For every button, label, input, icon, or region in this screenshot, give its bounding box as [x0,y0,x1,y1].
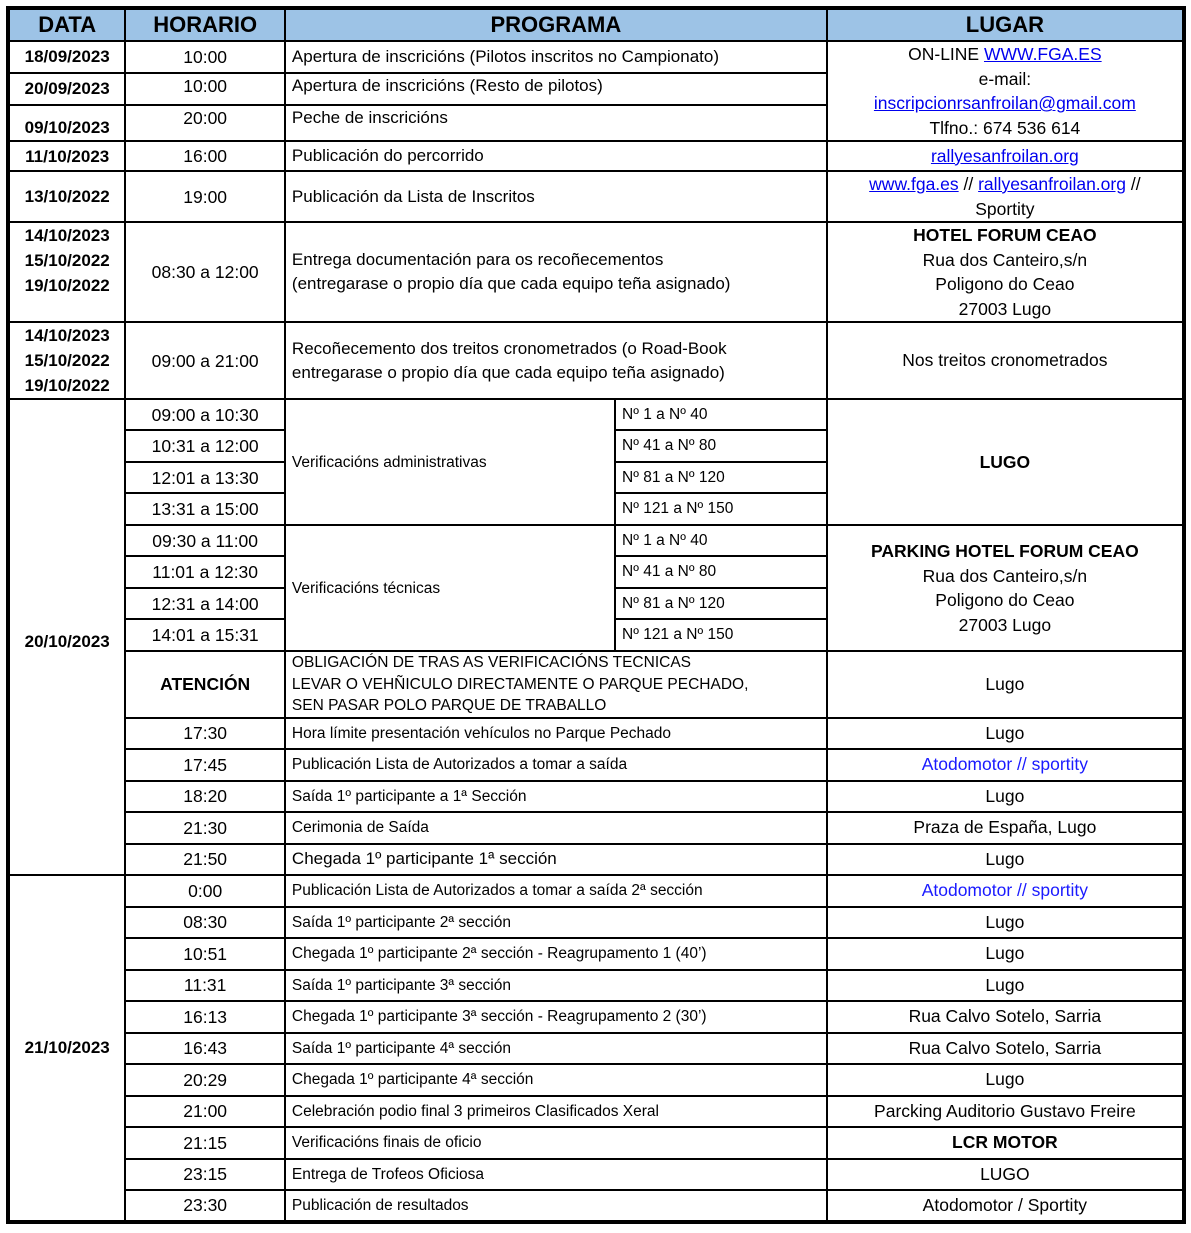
date-line: 14/10/2023 [24,226,110,245]
place-cell: Lugo [827,907,1184,938]
place-cell: Praza de España, Lugo [827,812,1184,844]
table-row [8,1190,1184,1222]
table-row [8,41,1184,73]
rally-schedule-document [6,6,1186,1227]
date-cell: 09/10/2023 [8,105,125,141]
place-line: Rua dos Canteiro,s/n [922,565,1088,586]
table-row [8,1064,1184,1096]
program-line: entregarase o propio día que cada equipo teña asignado) [291,362,725,382]
program-cell [285,322,827,399]
notice-line: OBLIGACIÓN DE TRAS AS VERIFICACIÓNS TECNICAS [291,654,691,671]
time-cell: 21:15 [125,1127,285,1159]
number-range-cell: Nº 121 a Nº 150 [615,493,827,525]
time-cell: 14:01 a 15:31 [125,619,285,651]
program-cell: Chegada 1º participante 1ª sección [285,844,827,875]
attention-label: ATENCIÓN [125,651,285,718]
table-row [8,970,1184,1001]
program-cell-tech: Verificacións técnicas [285,525,615,651]
time-cell: 08:30 [125,907,285,938]
table-row [8,844,1184,875]
table-row [8,781,1184,812]
program-cell: Saída 1º participante 4ª sección [285,1033,827,1064]
program-cell: Peche de inscricións [285,105,827,141]
table-row [8,141,1184,171]
program-cell: Publicación da Lista de Inscritos [285,171,827,222]
header-lugar: LUGAR [827,8,1184,41]
rallye-link[interactable]: rallyesanfroilan.org [930,145,1079,166]
number-range-cell: Nº 1 a Nº 40 [615,399,827,430]
time-cell: 17:45 [125,749,285,781]
time-cell: 19:00 [125,171,285,222]
place-cell: Lugo [827,781,1184,812]
date-cell: 20/09/2023 [8,73,125,106]
time-cell: 12:31 a 14:00 [125,588,285,619]
time-cell: 10:00 [125,73,285,106]
program-cell: Apertura de inscricións (Pilotos inscritos no Campionato) [285,41,827,73]
time-cell: 10:00 [125,41,285,73]
sportity-text: Sportity [975,198,1035,219]
place-cell: Rua Calvo Sotelo, Sarria [827,1001,1184,1033]
time-cell: 09:00 a 10:30 [125,399,285,430]
place-line: Rua dos Canteiro,s/n [922,249,1088,270]
table-row [8,875,1184,907]
program-cell: Saída 1º participante 3ª sección [285,970,827,1001]
table-row [8,525,1184,556]
header-data: DATA [8,8,125,41]
time-cell: 0:00 [125,875,285,907]
header-programa: PROGRAMA [285,8,827,41]
place-cell [827,1127,1184,1159]
table-row [8,1127,1184,1159]
program-cell: Cerimonia de Saída [285,812,827,844]
time-cell: 23:15 [125,1159,285,1190]
table-row [8,812,1184,844]
program-cell: Saída 1º participante 2ª sección [285,907,827,938]
email-label: e-mail: [978,68,1032,89]
place-title: LUGO [979,451,1031,472]
time-cell: 21:50 [125,844,285,875]
table-row [8,1096,1184,1127]
place-cell [827,222,1184,322]
place-title: LCR MOTOR [952,1132,1058,1153]
notice-line: SEN PASAR POLO PARQUE DE TRABALLO [291,697,607,714]
table-row [8,322,1184,399]
number-range-cell: Nº 81 a Nº 120 [615,588,827,619]
program-cell: Entrega de Trofeos Oficiosa [285,1159,827,1190]
header-horario: HORARIO [125,8,285,41]
date-cell: 18/09/2023 [8,41,125,73]
place-line: 27003 Lugo [958,298,1052,319]
place-cell [827,171,1184,222]
time-cell: 16:43 [125,1033,285,1064]
number-range-cell: Nº 121 a Nº 150 [615,619,827,651]
place-cell [827,399,1184,525]
email-link[interactable]: inscripcionrsanfroilan@gmail.com [873,93,1136,113]
place-cell: Lugo [827,844,1184,875]
place-line: Poligono do Ceao [935,274,1075,294]
time-cell: 09:30 a 11:00 [125,525,285,556]
date-cell-multi [8,222,125,322]
place-line: 27003 Lugo [958,614,1052,635]
program-cell: Publicación de resultados [285,1190,827,1222]
program-line: Entrega documentación para os recoñecementos [291,250,664,269]
program-cell: Verificacións finais de oficio [285,1127,827,1159]
time-cell: 12:01 a 13:30 [125,462,285,493]
place-cell: Lugo [827,970,1184,1001]
program-cell: Publicación do percorrido [285,141,827,171]
table-row [8,399,1184,430]
date-cell: 13/10/2022 [8,171,125,222]
time-cell: 17:30 [125,718,285,749]
place-line: Poligono do Ceao [935,590,1075,610]
table-row [8,938,1184,970]
table-row [8,1159,1184,1190]
program-cell: Chegada 1º participante 2ª sección - Reagrupamento 1 (40’) [285,938,827,970]
program-line: (entregarase o propio día que cada equipo teña asignado) [291,274,731,293]
time-cell: 21:30 [125,812,285,844]
place-title: HOTEL FORUM CEAO [913,225,1097,245]
notice-line: LEVAR O VEHÑICULO DIRECTAMENTE O PARQUE PECHADO, [291,675,749,693]
date-cell-day20: 20/10/2023 [8,399,125,875]
place-cell: Lugo [827,1064,1184,1096]
program-cell: Hora límite presentación vehículos no Parque Pechado [285,718,827,749]
table-row [8,1033,1184,1064]
place-cell [827,749,1184,781]
program-cell: Apertura de inscricións (Resto de pilotos) [285,73,827,106]
header-row [8,8,1184,41]
program-cell [285,222,827,322]
atodomotor-sportity-link[interactable]: Atodomotor // sportity [921,880,1089,901]
time-cell: 13:31 a 15:00 [125,493,285,525]
time-cell: 09:00 a 21:00 [125,322,285,399]
date-line: 19/10/2022 [24,376,110,395]
time-cell: 21:00 [125,1096,285,1127]
atodomotor-sportity-link[interactable]: Atodomotor // sportity [921,754,1089,775]
time-cell: 20:00 [125,105,285,141]
place-cell-registration [827,41,1184,141]
fga-link[interactable]: WWW.FGA.ES [983,44,1102,64]
separator-text: // [1125,174,1141,194]
place-cell: Nos treitos cronometrados [827,322,1184,399]
date-cell-multi [8,322,125,399]
program-cell: Celebración podio final 3 primeiros Clasificados Xeral [285,1096,827,1127]
table-row [8,718,1184,749]
time-cell: 10:31 a 12:00 [125,430,285,462]
number-range-cell: Nº 41 a Nº 80 [615,556,827,588]
place-cell [827,875,1184,907]
program-cell: Publicación Lista de Autorizados a tomar a saída 2ª sección [285,875,827,907]
separator-text: // [958,174,979,194]
place-cell: Rua Calvo Sotelo, Sarria [827,1033,1184,1064]
table-row [8,1001,1184,1033]
place-cell: Lugo [827,938,1184,970]
place-title: PARKING HOTEL FORUM CEAO [871,541,1139,561]
time-cell: 16:00 [125,141,285,171]
date-cell: 11/10/2023 [8,141,125,171]
table-row [8,749,1184,781]
date-line: 14/10/2023 [24,326,110,345]
place-cell: LUGO [827,1159,1184,1190]
program-cell: Chegada 1º participante 3ª sección - Reagrupamento 2 (30’) [285,1001,827,1033]
table-row [8,222,1184,322]
time-cell: 08:30 a 12:00 [125,222,285,322]
place-cell: Parcking Auditorio Gustavo Freire [827,1096,1184,1127]
place-cell [827,525,1184,651]
place-cell: Lugo [827,718,1184,749]
program-cell: Saída 1º participante a 1ª Sección [285,781,827,812]
place-cell: Atodomotor / Sportity [827,1190,1184,1222]
program-line: Recoñecemento dos treitos cronometrados (o Road-Book [291,338,727,358]
table-row [8,171,1184,222]
phone-text: Tlfno.: 674 536 614 [929,117,1081,138]
attention-notice [285,651,827,718]
date-line: 15/10/2022 [24,251,110,270]
time-cell: 23:30 [125,1190,285,1222]
fga-link-lower[interactable]: www.fga.es [869,174,959,194]
program-cell: Chegada 1º participante 4ª sección [285,1064,827,1096]
time-cell: 20:29 [125,1064,285,1096]
number-range-cell: Nº 81 a Nº 120 [615,462,827,493]
program-cell-admin: Verificacións administrativas [285,399,615,525]
date-line: 15/10/2022 [24,351,110,370]
place-cell: Lugo [827,651,1184,718]
number-range-cell: Nº 41 a Nº 80 [615,430,827,462]
time-cell: 11:01 a 12:30 [125,556,285,588]
time-cell: 10:51 [125,938,285,970]
date-cell-day21: 21/10/2023 [8,875,125,1222]
time-cell: 18:20 [125,781,285,812]
rallye-link[interactable]: rallyesanfroilan.org [978,174,1126,194]
online-label: ON-LINE [908,44,980,64]
time-cell: 16:13 [125,1001,285,1033]
place-cell [827,141,1184,171]
date-line: 19/10/2022 [24,276,110,295]
schedule-table [6,6,1186,1224]
table-row-attention [8,651,1184,718]
program-cell: Publicación Lista de Autorizados a tomar a saída [285,749,827,781]
number-range-cell: Nº 1 a Nº 40 [615,525,827,556]
table-row [8,907,1184,938]
time-cell: 11:31 [125,970,285,1001]
